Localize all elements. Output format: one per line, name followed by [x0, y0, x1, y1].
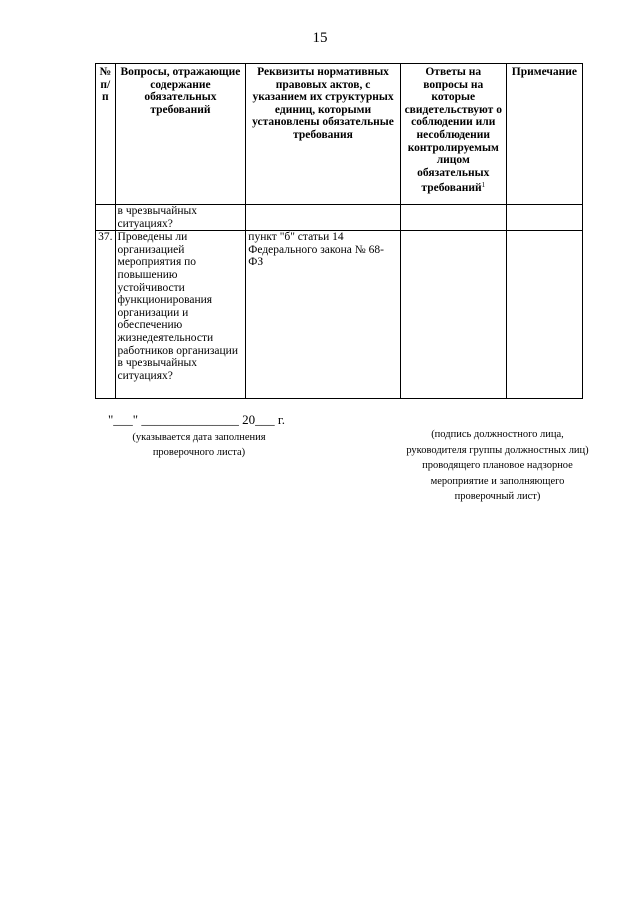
table-row: [96, 205, 583, 231]
header-number: № п/п: [96, 64, 116, 205]
page-number: 15: [312, 30, 328, 46]
header-answers-text: Ответы на вопросы на которые свидетельствуют о соблюдении или несоблюдении контролируемым лицом обязательных требований: [404, 66, 502, 195]
row-requisites: [246, 205, 400, 231]
table-header-row: [96, 64, 583, 205]
header-requisites: Реквизиты нормативных правовых актов, с указанием их структурных единиц, которыми установлены обязательные требования: [246, 64, 400, 205]
row-question: в чрезвычайных ситуациях?: [115, 205, 246, 231]
footnote-marker: 1: [481, 181, 486, 190]
row-answer: [400, 205, 506, 231]
date-line: "___" _______________ 20___ г.: [108, 412, 285, 427]
header-answers: [400, 64, 506, 205]
row-answer: [400, 231, 506, 399]
header-note: Примечание: [506, 64, 582, 205]
row-note: [506, 205, 582, 231]
row-question: Проведены ли организацией мероприятия по повышению устойчивости функционирования организации и обеспечению жизнедеятельности работников организации в чрезвычайных ситуациях?: [115, 231, 246, 399]
checklist-table: [95, 63, 583, 399]
row-note: [506, 231, 582, 399]
row-number: [96, 205, 116, 231]
table-row: [96, 231, 583, 399]
official-signature-caption: (подпись должностного лица, руководителя группы должностных лиц) проводящего плановое надзорное мероприятие и заполняющего проверочный лист): [406, 429, 589, 502]
header-question: Вопросы, отражающие содержание обязательных требований: [115, 64, 246, 205]
date-caption: (указывается дата заполнения проверочного листа): [132, 432, 266, 458]
row-number: 37.: [96, 231, 116, 399]
row-requisites: пункт "б" статьи 14 Федерального закона № 68-ФЗ: [246, 231, 400, 399]
